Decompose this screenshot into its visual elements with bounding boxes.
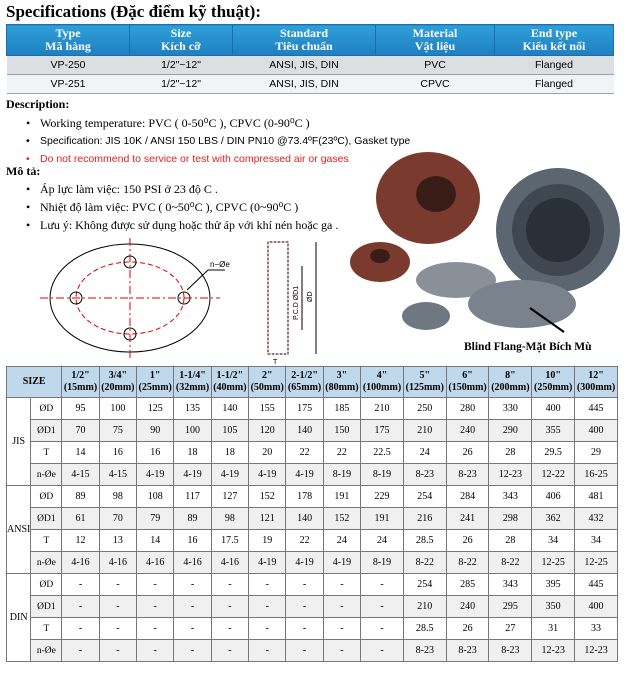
red-flange-small-bore	[370, 249, 390, 263]
dimension-cell: 343	[489, 486, 532, 508]
size-label: SIZE	[7, 367, 62, 398]
size-mm: (65mm)	[287, 382, 322, 393]
spec-cell: 1/2"~12"	[130, 75, 233, 94]
dimension-cell: 24	[403, 442, 446, 464]
dimension-cell: -	[249, 618, 286, 640]
dimension-cell: 175	[286, 398, 323, 420]
dimension-cell: 12-23	[532, 640, 575, 662]
size-inch: 4"	[376, 370, 388, 381]
dimension-cell: 120	[249, 420, 286, 442]
size-header-cell	[137, 367, 174, 398]
dimension-cell: -	[99, 618, 136, 640]
dimension-cell: 290	[489, 420, 532, 442]
dimension-cell: 16-25	[575, 464, 618, 486]
dimension-cell: 210	[361, 398, 404, 420]
dimension-cell: -	[174, 618, 211, 640]
dimension-cell: 12-22	[532, 464, 575, 486]
spec-header-cell	[233, 25, 376, 56]
dimension-cell: -	[62, 640, 99, 662]
dimension-cell: 12-23	[575, 640, 618, 662]
pcd-label: P.C.D ØD1	[293, 285, 300, 320]
description-item: • Specification: JIS 10K / ANSI 150 LBS / DIN PN10 @73.4ºF(23ºC), Gasket type	[22, 132, 622, 150]
dimension-cell: 140	[286, 420, 323, 442]
dimension-cell: -	[211, 596, 248, 618]
dimension-row	[7, 464, 618, 486]
dimension-cell: 298	[489, 508, 532, 530]
dimension-cell: -	[361, 618, 404, 640]
dimension-cell: -	[137, 640, 174, 662]
dimension-cell: -	[137, 574, 174, 596]
dimension-cell: 343	[489, 574, 532, 596]
size-header-cell	[62, 367, 99, 398]
dimension-cell: 34	[532, 530, 575, 552]
dimension-cell: 330	[489, 398, 532, 420]
dimension-cell: 4-19	[286, 552, 323, 574]
spec-cell: VP-250	[7, 56, 130, 75]
header-vi: Tiêu chuẩn	[275, 39, 333, 53]
dimension-cell: 70	[62, 420, 99, 442]
size-header-cell	[323, 367, 360, 398]
dimension-cell: -	[99, 640, 136, 662]
od-label: ØD	[307, 291, 314, 302]
spec-header-cell	[7, 25, 130, 56]
dimension-cell: 254	[403, 574, 446, 596]
dimension-cell: -	[211, 618, 248, 640]
dimension-cell: -	[99, 596, 136, 618]
spec-header-row	[7, 25, 614, 56]
header-en: Type	[55, 26, 81, 40]
dimension-cell: 4-19	[249, 464, 286, 486]
dimension-cell: 400	[575, 420, 618, 442]
dimension-cell: 18	[174, 442, 211, 464]
dimension-cell: 350	[532, 596, 575, 618]
dimension-cell: 75	[99, 420, 136, 442]
size-header-cell	[99, 367, 136, 398]
dimension-cell: 14	[62, 442, 99, 464]
dimension-label: T	[31, 618, 62, 640]
dimension-label: ØD	[31, 574, 62, 596]
dimension-cell: 90	[137, 420, 174, 442]
dimension-cell: 140	[286, 508, 323, 530]
size-header-cell	[489, 367, 532, 398]
size-inch: 2-1/2"	[291, 370, 318, 381]
dimension-cell: 22	[323, 442, 360, 464]
dimension-row	[7, 420, 618, 442]
dimension-cell: -	[286, 574, 323, 596]
dimension-cell: 28	[489, 530, 532, 552]
dimension-cell: 362	[532, 508, 575, 530]
size-header-cell	[174, 367, 211, 398]
spec-header-cell	[130, 25, 233, 56]
size-inch: 5"	[419, 370, 431, 381]
dimension-cell: 395	[532, 574, 575, 596]
dimension-cell: 98	[99, 486, 136, 508]
dimension-cell: 4-19	[286, 464, 323, 486]
header-en: Standard	[279, 26, 329, 40]
size-mm: (25mm)	[138, 382, 172, 393]
spec-cell: 1/2"~12"	[130, 56, 233, 75]
dimension-cell: 152	[323, 508, 360, 530]
size-mm: (20mm)	[101, 382, 135, 393]
dimension-cell: -	[249, 574, 286, 596]
dimension-cell: 4-19	[211, 464, 248, 486]
dimension-cell: -	[249, 596, 286, 618]
dimension-cell: -	[323, 574, 360, 596]
flange-section	[268, 242, 288, 354]
dimension-row	[7, 640, 618, 662]
gray-flange-small	[402, 302, 450, 330]
dimension-cell: 4-16	[211, 552, 248, 574]
gray-flange-bore	[526, 198, 590, 262]
dimension-cell: 12	[62, 530, 99, 552]
description-heading: Description:	[6, 97, 70, 111]
mota-item: • Nhiệt độ làm việc: PVC ( 0~50⁰C ), CPVC (0~90⁰C )	[22, 198, 442, 216]
size-inch: 12"	[588, 370, 604, 381]
dimension-cell: 4-15	[99, 464, 136, 486]
dimension-cell: 8-19	[361, 552, 404, 574]
dimension-cell: 31	[532, 618, 575, 640]
dimension-cell: -	[137, 618, 174, 640]
dimension-cell: 26	[446, 442, 489, 464]
dimension-label: ØD1	[31, 508, 62, 530]
dimension-cell: 4-15	[62, 464, 99, 486]
dimension-cell: 4-19	[249, 552, 286, 574]
dimension-cell: 29.5	[532, 442, 575, 464]
spec-cell: ANSI, JIS, DIN	[233, 56, 376, 75]
dimension-table-body	[7, 367, 618, 662]
dimension-cell: 89	[62, 486, 99, 508]
dimension-cell: 125	[137, 398, 174, 420]
red-flange-bore	[416, 176, 456, 212]
dimension-cell: 240	[446, 596, 489, 618]
spec-header-cell	[495, 25, 614, 56]
description-warning: • Do not recommend to service or test with compressed air or gases	[22, 150, 622, 168]
dimension-cell: -	[323, 618, 360, 640]
dimension-cell: 19	[249, 530, 286, 552]
dimension-cell: -	[211, 640, 248, 662]
dimension-cell: 8-23	[446, 464, 489, 486]
dimension-cell: 4-19	[174, 464, 211, 486]
flange-drawing	[40, 236, 340, 366]
holes-label: n−Øe	[210, 260, 230, 269]
dimension-cell: -	[137, 596, 174, 618]
dimension-cell: 8-22	[446, 552, 489, 574]
dimension-cell: 4-19	[323, 552, 360, 574]
dimension-cell: 22	[286, 442, 323, 464]
dimension-cell: 8-22	[403, 552, 446, 574]
spec-cell: VP-251	[7, 75, 130, 94]
size-header-cell	[211, 367, 248, 398]
dimension-cell: 8-23	[403, 640, 446, 662]
size-header-cell	[446, 367, 489, 398]
size-header-row	[7, 367, 618, 398]
dimension-cell: 95	[62, 398, 99, 420]
spec-header-cell	[376, 25, 495, 56]
dimension-cell: 61	[62, 508, 99, 530]
dimension-cell: 284	[446, 486, 489, 508]
spec-cell: ANSI, JIS, DIN	[233, 75, 376, 94]
dimension-cell: -	[361, 640, 404, 662]
spec-row	[7, 75, 614, 94]
header-vi: Kích cỡ	[161, 39, 201, 53]
mota-item: • Áp lực làm việc: 150 PSI ở 23 độ C .	[22, 180, 442, 198]
dimension-cell: -	[62, 574, 99, 596]
dimension-cell: 150	[323, 420, 360, 442]
dimension-cell: 70	[99, 508, 136, 530]
dimension-label: T	[31, 530, 62, 552]
size-mm: (15mm)	[63, 382, 98, 393]
dimension-cell: -	[62, 596, 99, 618]
dimension-cell: -	[249, 640, 286, 662]
dimension-row	[7, 442, 618, 464]
dimension-label: n-Øe	[31, 464, 62, 486]
dimension-cell: 4-16	[137, 552, 174, 574]
dimension-cell: 432	[575, 508, 618, 530]
dimension-row	[7, 398, 618, 420]
dimension-row	[7, 596, 618, 618]
header-en: Size	[170, 26, 192, 40]
dimension-label: n-Øe	[31, 552, 62, 574]
dimension-cell: -	[174, 574, 211, 596]
dimension-cell: 8-22	[489, 552, 532, 574]
dimension-label: ØD	[31, 398, 62, 420]
size-inch: 2"	[261, 370, 273, 381]
spec-cell: PVC	[376, 56, 495, 75]
size-header-cell	[361, 367, 404, 398]
size-header-cell	[403, 367, 446, 398]
dimension-cell: 22	[286, 530, 323, 552]
dimension-row	[7, 508, 618, 530]
mota-heading: Mô tả:	[6, 164, 41, 178]
size-header-cell	[249, 367, 286, 398]
dimension-cell: 445	[575, 574, 618, 596]
dimension-cell: 8-19	[323, 464, 360, 486]
dimension-label: ØD1	[31, 596, 62, 618]
product-photo	[340, 138, 622, 340]
size-inch: 3"	[336, 370, 348, 381]
size-mm: (200mm)	[491, 382, 530, 393]
dimension-cell: 241	[446, 508, 489, 530]
dimension-cell: 127	[211, 486, 248, 508]
size-mm: (150mm)	[448, 382, 487, 393]
photo-caption: Blind Flang-Mặt Bích Mù	[464, 341, 592, 353]
dimension-cell: 240	[446, 420, 489, 442]
dimension-label: n-Øe	[31, 640, 62, 662]
dimension-cell: 20	[249, 442, 286, 464]
dimension-cell: 12-25	[532, 552, 575, 574]
header-vi: Vật liệu	[414, 39, 456, 53]
dimension-cell: 24	[361, 530, 404, 552]
description-item: • Working temperature: PVC ( 0-50⁰C ), CPVC (0-90⁰C )	[22, 114, 622, 132]
dimension-cell: 79	[137, 508, 174, 530]
size-inch: 1-1/4"	[179, 370, 206, 381]
dimension-cell: 8-19	[361, 464, 404, 486]
dimension-cell: 406	[532, 486, 575, 508]
dimension-cell: 29	[575, 442, 618, 464]
dimension-cell: 140	[211, 398, 248, 420]
dimension-row	[7, 574, 618, 596]
dimension-cell: 4-19	[137, 464, 174, 486]
dimension-cell: 26	[446, 618, 489, 640]
dimension-cell: 280	[446, 398, 489, 420]
dimension-cell: 28.5	[403, 618, 446, 640]
dimension-cell: 89	[174, 508, 211, 530]
dimension-row	[7, 618, 618, 640]
dimension-cell: 4-16	[174, 552, 211, 574]
size-mm: (250mm)	[534, 382, 573, 393]
size-mm: (80mm)	[325, 382, 359, 393]
dimension-cell: 254	[403, 486, 446, 508]
dimension-cell: 175	[361, 420, 404, 442]
dimension-cell: 22.5	[361, 442, 404, 464]
dimension-cell: 191	[361, 508, 404, 530]
dimension-cell: 295	[489, 596, 532, 618]
dimension-cell: 8-23	[403, 464, 446, 486]
dimension-cell: 100	[174, 420, 211, 442]
dimension-cell: -	[323, 596, 360, 618]
dimension-cell: -	[286, 618, 323, 640]
dimension-cell: -	[286, 640, 323, 662]
dimension-cell: 27	[489, 618, 532, 640]
dimension-cell: 28.5	[403, 530, 446, 552]
header-en: Material	[412, 26, 458, 40]
dimension-cell: -	[361, 596, 404, 618]
dimension-cell: 191	[323, 486, 360, 508]
dimension-cell: 445	[575, 398, 618, 420]
dimension-label: ØD1	[31, 420, 62, 442]
dimension-cell: 185	[323, 398, 360, 420]
size-mm: (125mm)	[405, 382, 444, 393]
dimension-cell: 8-23	[446, 640, 489, 662]
dimension-cell: 210	[403, 420, 446, 442]
dimension-cell: 100	[99, 398, 136, 420]
size-inch: 8"	[505, 370, 516, 381]
spec-table	[6, 24, 614, 94]
size-inch: 10"	[545, 370, 561, 381]
dimension-table	[6, 366, 618, 662]
dimension-cell: 481	[575, 486, 618, 508]
dimension-cell: 12-25	[575, 552, 618, 574]
dimension-row	[7, 530, 618, 552]
size-inch: 1/2"	[71, 370, 90, 381]
dimension-cell: 28	[489, 442, 532, 464]
size-inch: 1"	[149, 370, 161, 381]
dimension-cell: 16	[99, 442, 136, 464]
size-header-cell	[575, 367, 618, 398]
size-inch: 1-1/2"	[216, 370, 244, 381]
dimension-cell: 16	[174, 530, 211, 552]
dimension-cell: 34	[575, 530, 618, 552]
dimension-cell: 12-23	[489, 464, 532, 486]
dimension-cell: 117	[174, 486, 211, 508]
size-inch: 3/4"	[108, 370, 128, 381]
dimension-cell: 98	[211, 508, 248, 530]
spec-cell: Flanged	[495, 75, 614, 94]
dimension-cell: 14	[137, 530, 174, 552]
page-title: Specifications (Đặc điểm kỹ thuật):	[6, 2, 261, 21]
dimension-cell: -	[323, 640, 360, 662]
dimension-cell: 400	[575, 596, 618, 618]
spec-cell: Flanged	[495, 56, 614, 75]
blind-flange	[468, 280, 576, 328]
dimension-cell: 121	[249, 508, 286, 530]
header-vi: Mã hàng	[45, 39, 91, 53]
size-mm: (300mm)	[576, 382, 616, 393]
dimension-cell: -	[286, 596, 323, 618]
size-mm: (40mm)	[213, 382, 247, 393]
standard-group-label: JIS	[7, 398, 31, 486]
mota-item: • Lưu ý: Không được sử dụng hoặc thử áp với khí nén hoặc ga .	[22, 216, 442, 234]
dimension-cell: 4-16	[99, 552, 136, 574]
dimension-cell: 155	[249, 398, 286, 420]
dimension-row	[7, 486, 618, 508]
dimension-cell: 17.5	[211, 530, 248, 552]
dimension-cell: -	[174, 640, 211, 662]
dimension-cell: -	[211, 574, 248, 596]
dimension-cell: 285	[446, 574, 489, 596]
dimension-cell: 33	[575, 618, 618, 640]
dimension-cell: 26	[446, 530, 489, 552]
dimension-label: ØD	[31, 486, 62, 508]
dimension-cell: 135	[174, 398, 211, 420]
leader-line	[187, 270, 208, 290]
dimension-cell: 18	[211, 442, 248, 464]
dimension-cell: 178	[286, 486, 323, 508]
dimension-cell: 210	[403, 596, 446, 618]
size-mm: (50mm)	[250, 382, 284, 393]
size-header-cell	[532, 367, 575, 398]
header-vi: Kiểu kết nối	[522, 39, 586, 53]
dimension-cell: 105	[211, 420, 248, 442]
size-mm: (100mm)	[362, 382, 402, 393]
dimension-cell: 250	[403, 398, 446, 420]
dimension-label: T	[31, 442, 62, 464]
t-label: T	[273, 359, 278, 366]
spec-cell: CPVC	[376, 75, 495, 94]
dimension-cell: 152	[249, 486, 286, 508]
dimension-cell: 4-16	[62, 552, 99, 574]
dimension-cell: 400	[532, 398, 575, 420]
size-header-cell	[286, 367, 323, 398]
dimension-cell: 13	[99, 530, 136, 552]
spec-row	[7, 56, 614, 75]
dimension-cell: -	[99, 574, 136, 596]
dimension-cell: -	[361, 574, 404, 596]
dimension-cell: 108	[137, 486, 174, 508]
dimension-cell: 355	[532, 420, 575, 442]
header-en: End type	[530, 26, 578, 40]
dimension-cell: 24	[323, 530, 360, 552]
size-mm: (32mm)	[175, 382, 210, 393]
dimension-cell: -	[174, 596, 211, 618]
dimension-cell: -	[62, 618, 99, 640]
dimension-cell: 16	[137, 442, 174, 464]
dimension-row	[7, 552, 618, 574]
standard-group-label: ANSI	[7, 486, 31, 574]
size-inch: 6"	[462, 370, 473, 381]
dimension-cell: 216	[403, 508, 446, 530]
dimension-cell: 229	[361, 486, 404, 508]
dimension-cell: 8-23	[489, 640, 532, 662]
standard-group-label: DIN	[7, 574, 31, 662]
